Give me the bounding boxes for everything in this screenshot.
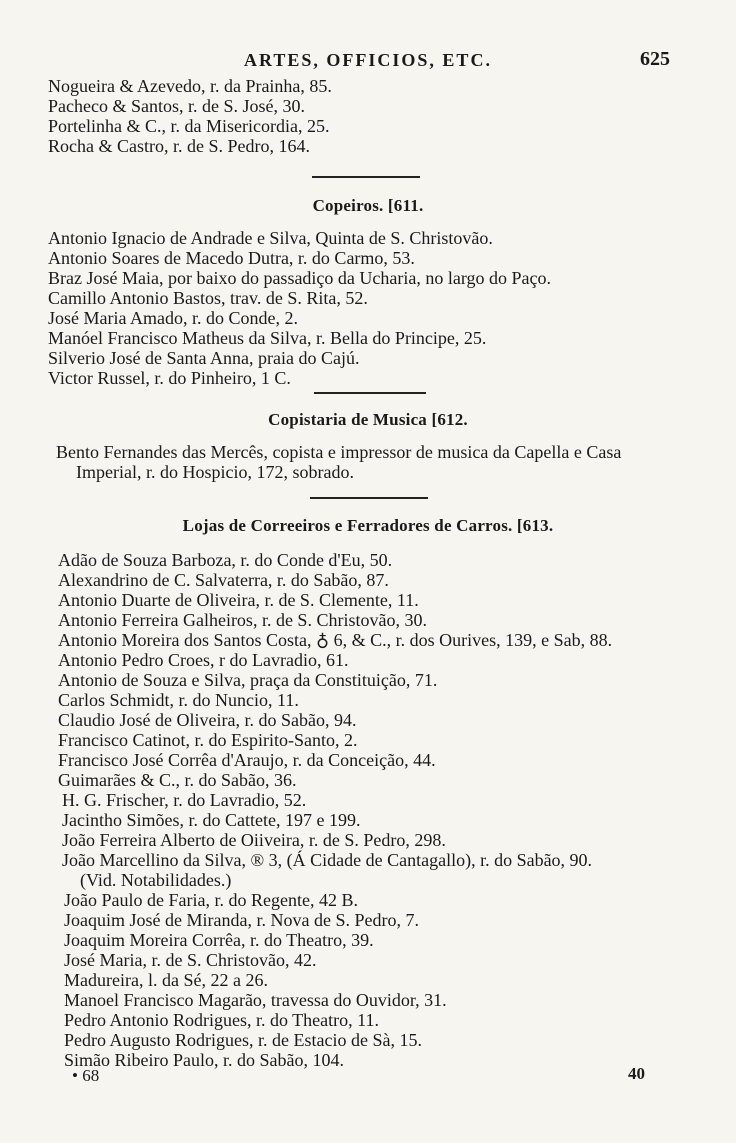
entry-line: Manóel Francisco Matheus da Silva, r. Bella do Principe, 25.: [48, 328, 487, 348]
entry-line: Joaquim José de Miranda, r. Nova de S. Pedro, 7.: [64, 910, 419, 930]
section-divider: [310, 497, 428, 499]
entry-line: Nogueira & Azevedo, r. da Prainha, 85.: [48, 76, 332, 96]
entry-line: Portelinha & C., r. da Misericordia, 25.: [48, 116, 330, 136]
entry-line: Silverio José de Santa Anna, praia do Cajú.: [48, 348, 360, 368]
entry-line: Antonio Duarte de Oliveira, r. de S. Clemente, 11.: [58, 590, 419, 610]
entry-line: João Ferreira Alberto de Oiiveira, r. de S. Pedro, 298.: [62, 830, 446, 850]
entry-line: Antonio Ferreira Galheiros, r. de S. Christovão, 30.: [58, 610, 427, 630]
entry-line: Madureira, l. da Sé, 22 a 26.: [64, 970, 268, 990]
entry-line: Camillo Antonio Bastos, trav. de S. Rita, 52.: [48, 288, 368, 308]
entry-line: Joaquim Moreira Corrêa, r. do Theatro, 39.: [64, 930, 374, 950]
page-number: 625: [640, 48, 670, 70]
entry-line: Antonio Pedro Croes, r do Lavradio, 61.: [58, 650, 349, 670]
entry-line: Carlos Schmidt, r. do Nuncio, 11.: [58, 690, 299, 710]
entry-line: José Maria, r. de S. Christovão, 42.: [64, 950, 317, 970]
section-divider: [314, 392, 426, 394]
signature-mark: • 68: [72, 1066, 100, 1085]
section-heading-copistaria: Copistaria de Musica [612.: [268, 410, 468, 429]
page-header: [0, 48, 736, 76]
section-heading-copeiros: Copeiros. [611.: [312, 196, 424, 215]
entry-line: Guimarães & C., r. do Sabão, 36.: [58, 770, 297, 790]
entry-line: Antonio Soares de Macedo Dutra, r. do Carmo, 53.: [48, 248, 415, 268]
entry-line: Manoel Francisco Magarão, travessa do Ouvidor, 31.: [64, 990, 447, 1010]
running-title: ARTES, OFFICIOS, ETC.: [244, 50, 492, 70]
section-heading-correeiros: Lojas de Correeiros e Ferradores de Carros. [613.: [182, 516, 554, 535]
footer-mark: 40: [628, 1064, 645, 1083]
entry-line: Francisco José Corrêa d'Araujo, r. da Conceição, 44.: [58, 750, 436, 770]
entry-line: Francisco Catinot, r. do Espirito-Santo, 2.: [58, 730, 358, 750]
entry-line: Simão Ribeiro Paulo, r. do Sabão, 104.: [64, 1050, 344, 1070]
entry-line: H. G. Frischer, r. do Lavradio, 52.: [62, 790, 307, 810]
entry-line: Pedro Antonio Rodrigues, r. do Theatro, 11.: [64, 1010, 379, 1030]
entry-line: Antonio de Souza e Silva, praça da Constituição, 71.: [58, 670, 438, 690]
entry-line: Victor Russel, r. do Pinheiro, 1 C.: [48, 368, 291, 388]
entry-line: José Maria Amado, r. do Conde, 2.: [48, 308, 298, 328]
entry-line: Antonio Ignacio de Andrade e Silva, Quinta de S. Christovão.: [48, 228, 493, 248]
entry-line: Bento Fernandes das Mercês, copista e impressor de musica da Capella e Casa: [56, 442, 622, 462]
entry-line: Jacintho Simões, r. do Cattete, 197 e 199.: [62, 810, 361, 830]
entry-line: Claudio José de Oliveira, r. do Sabão, 94.: [58, 710, 357, 730]
entry-line: Braz José Maia, por baixo do passadiço da Ucharia, no largo do Paço.: [48, 268, 552, 288]
entry-line: Antonio Moreira dos Santos Costa, ♁ 6, & C., r. dos Ourives, 139, e Sab, 88.: [58, 630, 613, 650]
entry-line: Pacheco & Santos, r. de S. José, 30.: [48, 96, 305, 116]
entry-line: Adão de Souza Barboza, r. do Conde d'Eu, 50.: [58, 550, 393, 570]
entry-line: Alexandrino de C. Salvaterra, r. do Sabão, 87.: [58, 570, 389, 590]
entry-line: Imperial, r. do Hospicio, 172, sobrado.: [76, 462, 354, 482]
entry-line: Rocha & Castro, r. de S. Pedro, 164.: [48, 136, 310, 156]
section-divider: [312, 176, 420, 178]
entry-line: João Marcellino da Silva, ® 3, (Á Cidade de Cantagallo), r. do Sabão, 90.: [62, 850, 593, 870]
entry-line: João Paulo de Faria, r. do Regente, 42 B.: [64, 890, 358, 910]
entry-line: (Vid. Notabilidades.): [80, 870, 232, 890]
entry-line: Pedro Augusto Rodrigues, r. de Estacio de Sà, 15.: [64, 1030, 422, 1050]
